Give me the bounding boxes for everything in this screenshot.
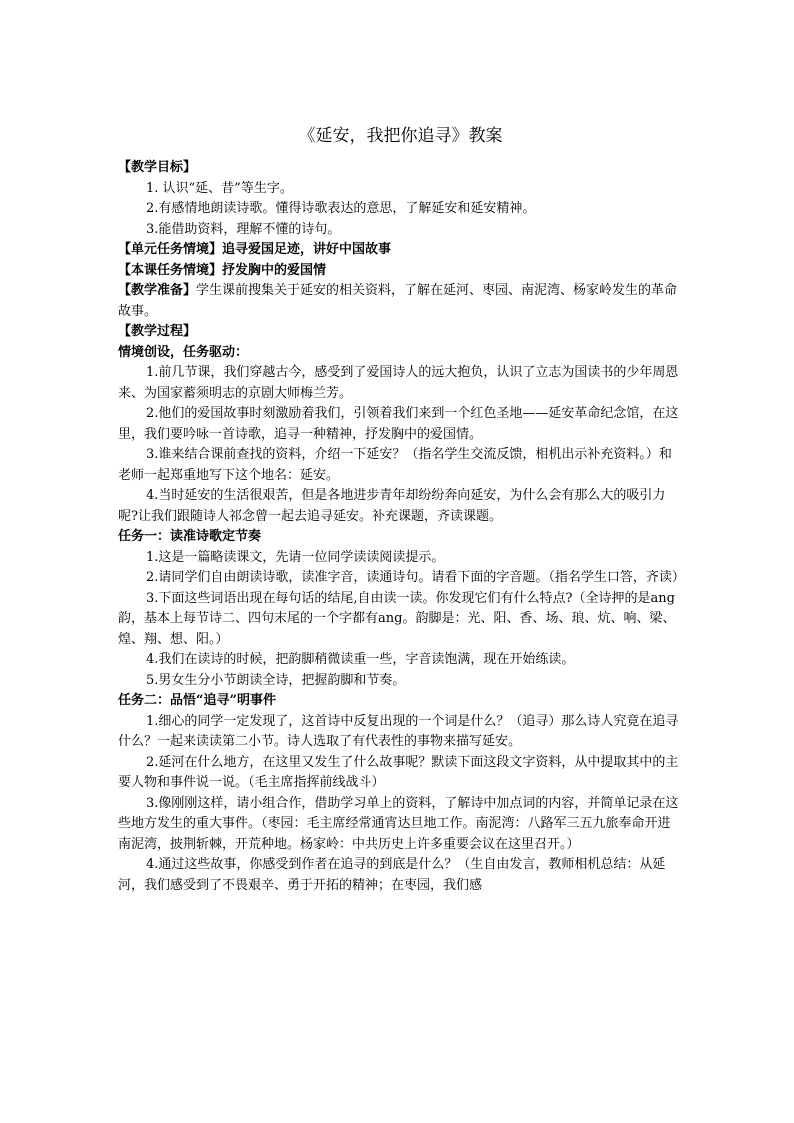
intro-item: 2.他们的爱国故事时刻激励着我们，引领着我们来到一个红色圣地——延安革命纪念馆，在这里，我们要吟咏一首诗歌，追寻一种精神，抒发胸中的爱国情。: [118, 406, 679, 442]
lesson-task-heading: 【本课任务情境】: [118, 262, 223, 278]
prep-line: [118, 281, 683, 322]
goal-item: 2.有感情地朗读诗歌。懂得诗歌表达的意思，了解延安和延安精神。: [146, 201, 536, 216]
task2-item: 1.细心的同学一定发现了，这首诗中反复出现的一个词是什么？（追寻）那么诗人究竟在追寻什么？一起来读读第二小节。诗人选取了有代表性的事物来描写延安。: [118, 713, 679, 749]
task2-item: 3.像刚刚这样，请小组合作，借助学习单上的资料，了解诗中加点词的内容，并简单记录在这些地方发生的重大事件。（枣园：毛主席经常通宵达旦地工作。南泥湾：八路军三五九旅奉命开进南泥湾，披荆斩棘，开荒种地。杨家岭：中共历史上许多重要会议在这里召开。）: [118, 795, 679, 852]
task1-heading: 任务一：读准诗歌定节奏: [118, 529, 262, 544]
process-heading: 【教学过程】: [118, 324, 197, 339]
task2-item: 2.延河在什么地方，在这里又发生了什么故事呢？默读下面这段文字资料，从中提取其中的主要人物和事件说一说。（毛主席指挥前线战斗）: [118, 754, 679, 790]
lesson-task-line: [118, 261, 683, 282]
goals-heading: 【教学目标】: [118, 160, 197, 175]
task1-item: 5.男女生分小节朗读全诗，把握韵脚和节奏。: [146, 672, 406, 688]
intro-item: 1.前几节课，我们穿越古今，感受到了爱国诗人的远大抱负，认识了立志为国读书的少年周恩来、为国家蓄须明志的京剧大师梅兰芳。: [118, 365, 679, 401]
document-title: 《延安，我把你追寻》教案: [298, 126, 503, 146]
prep-heading: 【教学准备】: [118, 283, 197, 298]
goal-item: 3.能借助资料，理解不懂的诗句。: [146, 221, 341, 237]
unit-task-line: [118, 240, 683, 261]
intro-heading: 情境创设，任务驱动：: [118, 344, 249, 360]
task1-item: 2.请同学们自由朗读诗歌，读准字音，读通诗句。请看下面的字音题。（指名学生口答，齐读）: [146, 570, 685, 585]
lesson-task-text: 抒发胸中的爱国情: [222, 262, 327, 278]
task1-item: 3.下面这些词语出现在每句话的结尾,自由读一读。你发现它们有什么特点?（全诗押的是ang 韵，基本上每节诗二、四句末尾的一个字都有ang。韵脚是：光、阳、香、场、琅、炕、响、梁、煌、翔、想、阳。）: [118, 590, 676, 647]
task1-item: 4.我们在读诗的时候，把韵脚稍微读重一些，字音读饱满，现在开始练读。: [146, 652, 575, 667]
document-page: [118, 122, 683, 896]
intro-item: 3.谁来结合课前查找的资料，介绍一下延安？（指名学生交流反馈，相机出示补充资料。）和老师一起郑重地写下这个地名：延安。: [118, 447, 672, 483]
intro-item: 4.当时延安的生活很艰苦，但是各地进步青年却纷纷奔向延安，为什么会有那么大的吸引力呢?让我们跟随诗人祁念曾一起去追寻延安。补充课题，齐读课题。: [118, 488, 666, 524]
task2-heading: 任务二：品悟“追寻”明事件: [118, 693, 276, 708]
prep-text: 学生课前搜集关于延安的相关资料，了解在延河、枣园、南泥湾、杨家岭发生的革命故事。: [118, 283, 678, 319]
unit-task-heading: 【单元任务情境】: [118, 242, 223, 257]
unit-task-text: 追寻爱国足迹，讲好中国故事: [222, 242, 392, 257]
task1-item: 1.这是一篇略读课文，先请一位同学读读阅读提示。: [146, 549, 445, 565]
task2-item: 4.通过这些故事，你感受到作者在追寻的到底是什么？（生自由发言，教师相机总结：从延河，我们感受到了不畏艰辛、勇于开拓的精神；在枣园，我们感: [118, 857, 666, 893]
goal-item: 1. 认识“延、昔”等生字。: [146, 180, 293, 196]
